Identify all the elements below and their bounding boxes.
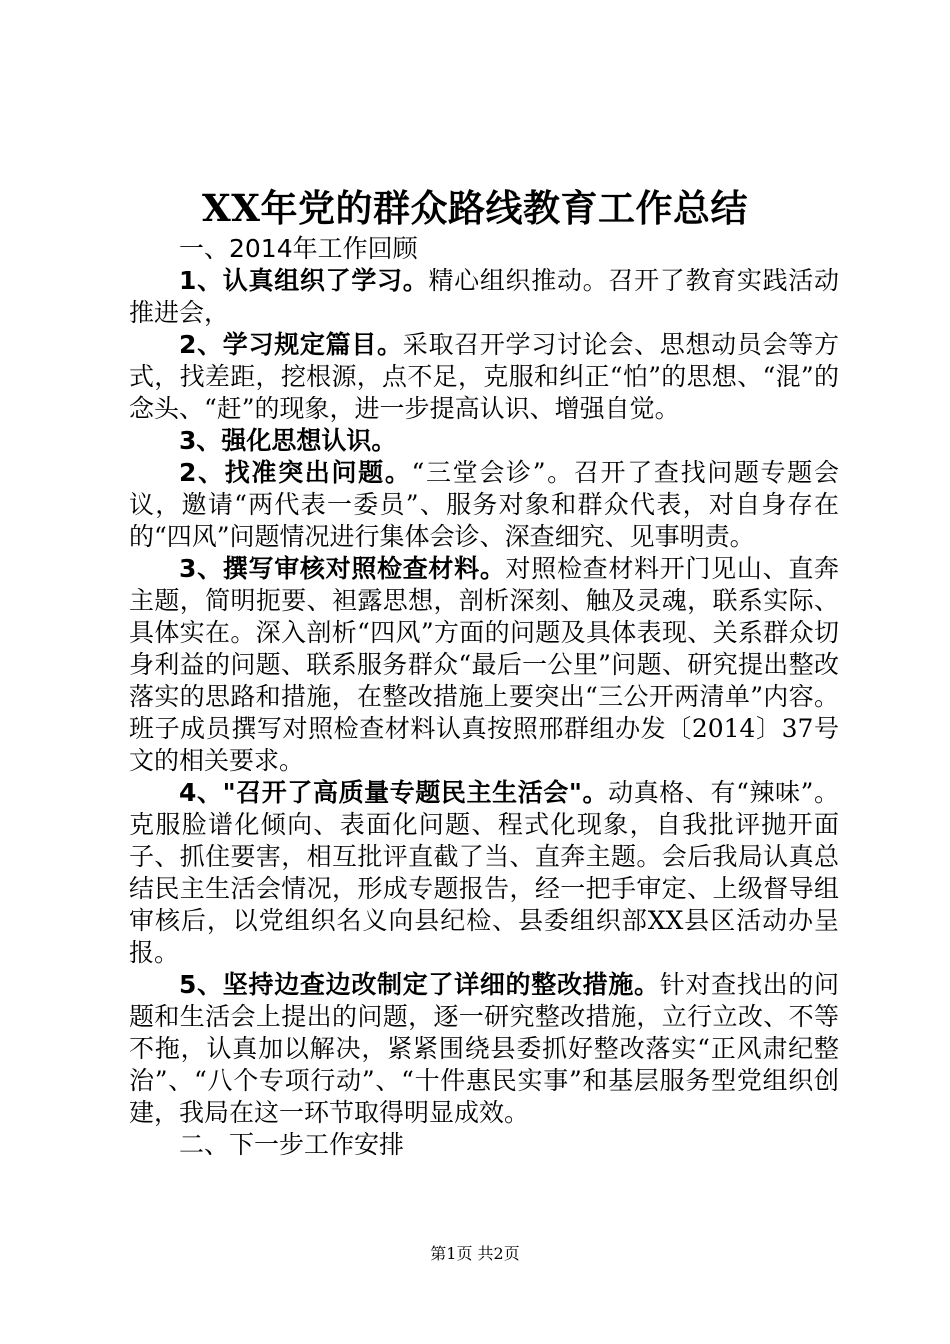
paragraph-text: 3、强化思想认识。 [179, 426, 397, 455]
paragraph-6 [129, 777, 839, 969]
paragraph-4 [129, 457, 839, 553]
paragraph-1 [129, 265, 839, 329]
paragraph-lead: 1、认真组织了学习。 [179, 266, 429, 295]
paragraph-5 [129, 553, 839, 777]
paragraph-text: “三堂会诊”。召开了查找问题专题会议，邀请“两代表一委员”、服务对象和群众代表，对自身存在的“四风”问题情况进行集体会诊、深查细究、见事明责。 [129, 458, 839, 551]
paragraph-text: 采取召开学习讨论会、思想动员会等方式，找差距，挖根源，点不足，克服和纠正“怕”的思想、“混”的念头、“赶”的现象，进一步提高认识、增强自觉。 [129, 330, 839, 423]
paragraph-text: 针对查找出的问题和生活会上提出的问题，逐一研究整改措施，立行立改、不等不拖，认真加以解决，紧紧围绕县委抓好整改落实“正风肃纪整治”、“八个专项行动”、“十件惠民实事”和基层服务型党组织创建，我局在这一环节取得明显成效。 [129, 970, 839, 1127]
document-title: XX年党的群众路线教育工作总结 [202, 186, 748, 230]
paragraph-text: 二、下一步工作安排 [179, 1130, 405, 1159]
paragraph-lead: 4、"召开了高质量专题民主生活会"。 [179, 778, 609, 807]
document-body [129, 233, 839, 1161]
paragraph-2 [129, 329, 839, 425]
paragraph-3 [129, 425, 839, 457]
paragraph-text: 对照检查材料开门见山、直奔主题，简明扼要、袒露思想，剖析深刻、触及灵魂，联系实际、具体实在。深入剖析“四风”方面的问题及具体表现、关系群众切身利益的问题、联系服务群众“最后一公里”问题、研究提出整改落实的思路和措施，在整改措施上要突出“三公开两清单”内容。班子成员撰写对照检查材料认真按照邢群组办发〔2014〕37号文的相关要求。 [129, 554, 839, 775]
section-heading-next-steps [129, 1129, 839, 1161]
section-heading-review [129, 233, 839, 265]
paragraph-text: 一、2014年工作回顾 [179, 234, 418, 263]
paragraph-lead: 2、学习规定篇目。 [179, 330, 403, 359]
page-number-footer: 第1页 共2页 [430, 1244, 520, 1263]
paragraph-lead: 3、撰写审核对照检查材料。 [179, 554, 506, 583]
paragraph-lead: 2、找准突出问题。 [179, 458, 412, 487]
paragraph-text: 动真格、有“辣味”。克服脸谱化倾向、表面化问题、程式化现象，自我批评抛开面子、抓住要害，相互批评直截了当、直奔主题。会后我局认真总结民主生活会情况，形成专题报告，经一把手审定、上级督导组审核后，以党组织名义向县纪检、县委组织部XX县区活动办呈报。 [129, 778, 839, 967]
paragraph-lead: 5、坚持边查边改制定了详细的整改措施。 [179, 970, 660, 999]
paragraph-text: 精心组织推动。召开了教育实践活动推进会， [129, 266, 839, 327]
paragraph-7 [129, 969, 839, 1129]
